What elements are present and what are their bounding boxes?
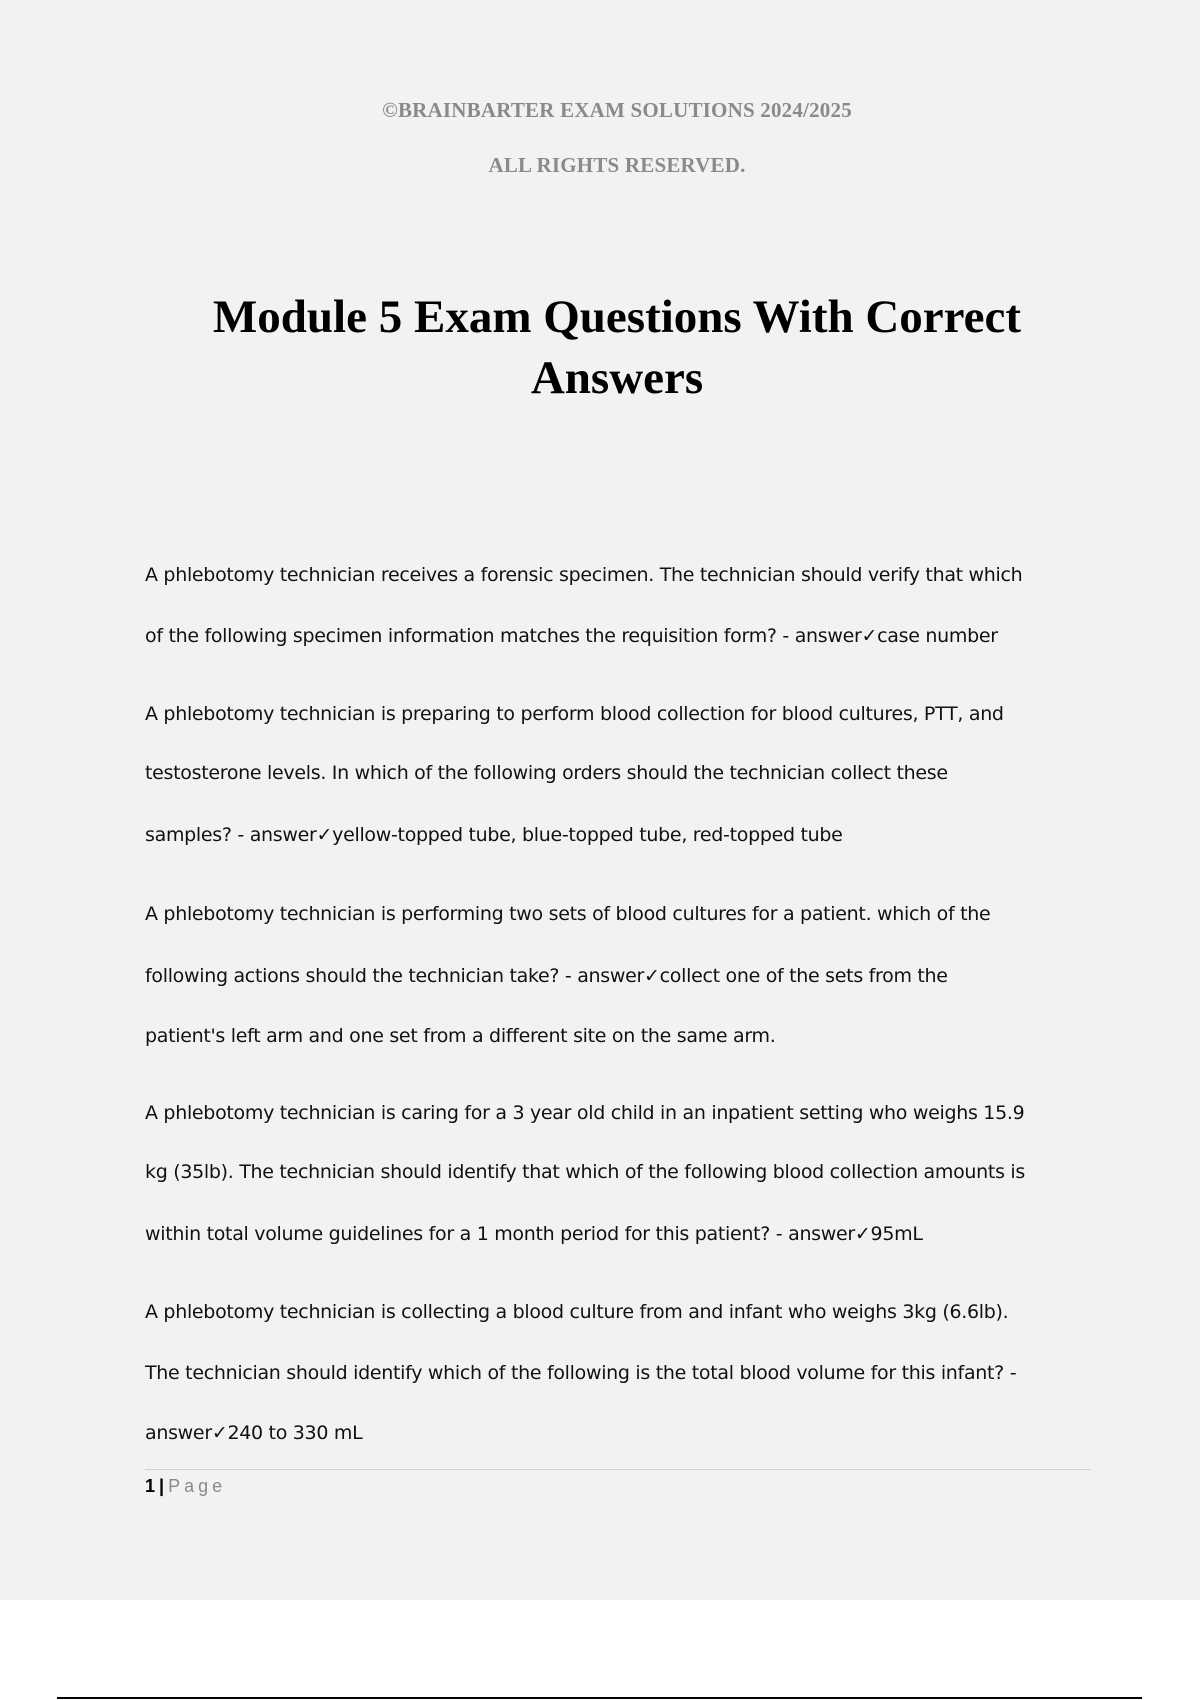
footer-divider: [145, 1469, 1091, 1470]
qa-line: within total volume guidelines for a 1 month period for this patient? - answer✓95mL: [145, 1223, 923, 1245]
qa-line: of the following specimen information matches the requisition form? - answer✓case number: [145, 625, 998, 647]
qa-line: A phlebotomy technician receives a forensic specimen. The technician should verify that which: [145, 564, 1023, 586]
qa-line: testosterone levels. In which of the following orders should the technician collect these: [145, 762, 948, 784]
qa-line: A phlebotomy technician is caring for a 3 year old child in an inpatient setting who weighs 15.9: [145, 1102, 1025, 1124]
title-line-2: Answers: [530, 352, 704, 404]
title-line-1: Module 5 Exam Questions With Correct: [212, 291, 1022, 343]
footer-separator: |: [159, 1476, 165, 1496]
qa-line: answer✓240 to 330 mL: [145, 1422, 363, 1444]
document-title: [0, 287, 1200, 409]
qa-line: kg (35lb). The technician should identify that which of the following blood collection amounts is: [145, 1161, 1025, 1183]
bottom-divider: [57, 1697, 1142, 1699]
page-number: 1: [145, 1476, 156, 1496]
qa-line: A phlebotomy technician is collecting a blood culture from and infant who weighs 3kg (6.6lb).: [145, 1301, 1009, 1323]
qa-line: samples? - answer✓yellow-topped tube, blue-topped tube, red-topped tube: [145, 824, 843, 846]
rights-header: ALL RIGHTS RESERVED.: [488, 153, 746, 177]
qa-line: following actions should the technician take? - answer✓collect one of the sets from the: [145, 965, 948, 987]
copyright-header: ©BRAINBARTER EXAM SOLUTIONS 2024/2025: [382, 98, 852, 122]
page-label: Page: [168, 1476, 227, 1496]
qa-line: The technician should identify which of the following is the total blood volume for this infant? -: [145, 1362, 1017, 1384]
qa-line: patient's left arm and one set from a different site on the same arm.: [145, 1025, 776, 1047]
page-footer: [145, 1476, 226, 1497]
qa-line: A phlebotomy technician is performing two sets of blood cultures for a patient. which of the: [145, 903, 991, 925]
qa-line: A phlebotomy technician is preparing to perform blood collection for blood cultures, PTT, and: [145, 703, 1004, 725]
